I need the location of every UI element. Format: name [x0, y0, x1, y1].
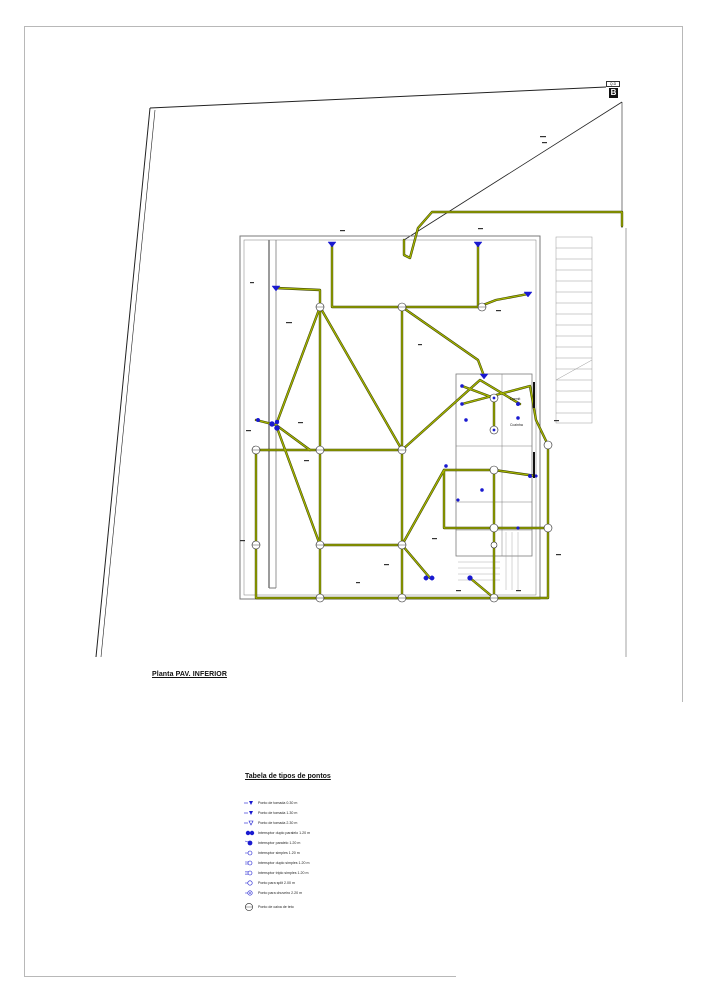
- shower-point-icon: [242, 889, 256, 897]
- legend-row: [242, 799, 297, 807]
- room-label-a: Dormit: [510, 397, 521, 401]
- legend-label: Interruptor triplo simples 1.20 m: [258, 871, 309, 875]
- parallel-switch-icon: [242, 839, 256, 847]
- triple-simple-switch-icon: [242, 869, 256, 877]
- plan-title: Planta PAV. INFERIOR: [152, 671, 227, 678]
- legend-row: [242, 889, 302, 897]
- external-stair: [556, 237, 592, 423]
- legend-row: [242, 819, 297, 827]
- legend-label: Ponto para split 2.00 m: [258, 881, 295, 885]
- north-letter: B: [610, 88, 617, 97]
- legend-row: [242, 829, 310, 837]
- switch-icon: [468, 576, 473, 581]
- annotation-marks: [240, 136, 561, 591]
- ceiling-box-icon: [544, 524, 552, 532]
- legend-label: Ponto de tomada 1.30 m: [258, 811, 298, 815]
- north-label: Q.D: [606, 81, 620, 87]
- double-simple-switch-icon: [242, 859, 256, 867]
- lot-boundary: [96, 87, 626, 657]
- legend-label: Interruptor duplo simples 1.20 m: [258, 861, 310, 865]
- outlet-icon: [242, 799, 256, 807]
- legend-title: Tabela de tipos de pontos: [245, 773, 331, 780]
- legend-label: Interruptor duplo paralelo 1.20 m: [258, 831, 311, 835]
- switch-icon: [516, 416, 519, 419]
- switch-icon: [444, 464, 483, 491]
- legend-label: Ponto de caixa de teto: [258, 905, 294, 909]
- double-switch-icon: [242, 829, 256, 837]
- room-label-b: Cozinha: [510, 423, 523, 427]
- ceiling-box-icon: [490, 466, 498, 474]
- legend-row: [242, 859, 310, 867]
- outlet-open-icon: [242, 819, 256, 827]
- switch-icon: [256, 418, 260, 422]
- legend-row: [242, 849, 300, 857]
- legend-row: [242, 879, 295, 887]
- legend-label: Ponto de tomada 0.30 m: [258, 801, 298, 805]
- ceiling-box-icon: [242, 903, 256, 911]
- switch-icon: [464, 402, 519, 421]
- ceiling-box-icon: [544, 441, 552, 449]
- switch-icon: [457, 499, 520, 530]
- outlet-icon: [328, 242, 336, 247]
- legend-label: Ponto de tomada 2.30 m: [258, 821, 298, 825]
- outlet-icon: [474, 242, 482, 247]
- outlet-icon: [480, 374, 488, 379]
- legend-label: Interruptor paralelo 1.20 m: [258, 841, 301, 845]
- legend-row: [242, 809, 297, 817]
- wall-markers: [533, 382, 535, 478]
- simple-switch-icon: [242, 849, 256, 857]
- ceiling-box-icon: [490, 524, 498, 532]
- legend-row: [242, 839, 300, 847]
- legend-label: Ponto para chuveiro 2.20 m: [258, 891, 303, 895]
- outlet-icon: [242, 809, 256, 817]
- ceiling-box-icon: [491, 542, 497, 548]
- legend-row: [242, 869, 309, 877]
- legend-row: [242, 903, 294, 911]
- legend-label: Interruptor simples 1.20 m: [258, 851, 300, 855]
- split-point-icon: [242, 879, 256, 887]
